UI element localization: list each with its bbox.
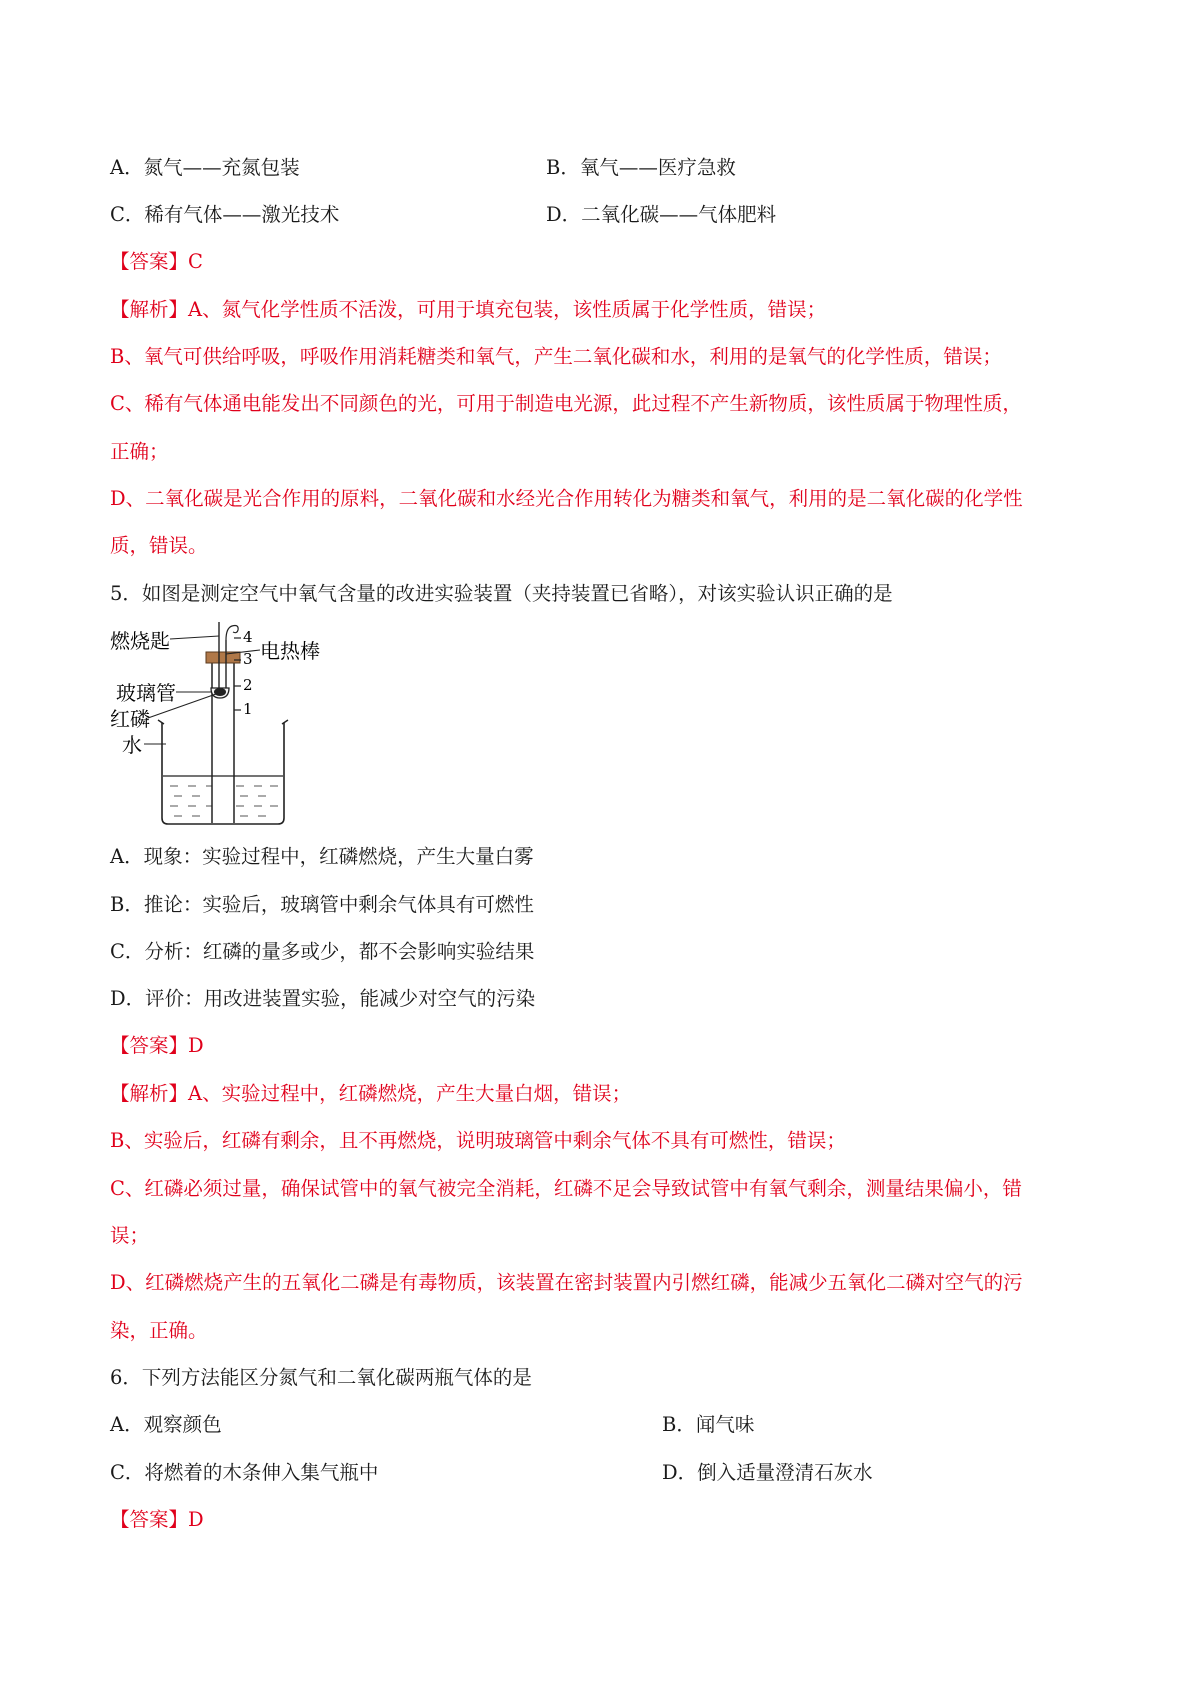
q5-analysis-line-1 [110, 1080, 1100, 1108]
q5-analysis-line-2: B、实验后，红磷有剩余，且不再燃烧，说明玻璃管中剩余气体不具有可燃性，错误； [110, 1129, 846, 1152]
scale-mark-4: 4 [243, 628, 253, 646]
q6-options-row-1 [110, 1411, 1100, 1439]
rubber-stopper [206, 652, 240, 663]
q4-analysis-line-2: B、氧气可供给呼吸，呼吸作用消耗糖类和氧气，产生二氧化碳和水，利用的是氧气的化学性质，错误； [110, 345, 1002, 368]
q5-analysis-line-3: C、红磷必须过量，确保试管中的氧气被完全消耗，红磷不足会导致试管中有氧气剩余，测量结果偏小，错 [110, 1177, 1022, 1200]
q6-options-row-2 [110, 1459, 1100, 1487]
scale-marks [234, 638, 241, 710]
answer-label: 【答案】 [110, 1034, 189, 1057]
q5-option-a: A．现象：实验过程中，红磷燃烧，产生大量白雾 [110, 845, 534, 868]
answer-label: 【答案】 [110, 250, 189, 273]
q5-analysis-line-5: D、红磷燃烧产生的五氧化二磷是有毒物质，该装置在密封装置内引燃红磷，能减少五氧化二磷对空气的污 [110, 1271, 1023, 1294]
label-phosphorus: 红磷 [110, 707, 150, 731]
q4-options-row-1 [110, 154, 1100, 182]
q5-analysis-line-4: 误； [110, 1224, 150, 1247]
q4-option-b: B．氧气——医疗急救 [546, 156, 736, 179]
label-heating-rod: 电热棒 [260, 639, 320, 663]
answer-value: D [188, 1034, 204, 1057]
scale-mark-1: 1 [243, 700, 253, 718]
scale-mark-2: 2 [243, 676, 253, 694]
q5-option-b: B．推论：实验后，玻璃管中剩余气体具有可燃性 [110, 893, 534, 916]
q4-option-a: A．氮气——充氮包装 [110, 156, 300, 179]
analysis-label: 【解析】 [110, 298, 189, 321]
q4-analysis-line-5: D、二氧化碳是光合作用的原料，二氧化碳和水经光合作用转化为糖类和氧气，利用的是二氧化碳的化学性 [110, 487, 1023, 510]
q4-analysis-line-3: C、稀有气体通电能发出不同颜色的光，可用于制造电光源，此过程不产生新物质，该性质属于物理性质， [110, 392, 1022, 415]
q5-answer [110, 1032, 1100, 1060]
q4-analysis-line-6: 质，错误。 [110, 534, 208, 557]
q4-options-row-2 [110, 201, 1100, 229]
label-water: 水 [122, 733, 142, 757]
answer-value: D [188, 1508, 204, 1531]
answer-label: 【答案】 [110, 1508, 189, 1531]
q6-answer [110, 1506, 1100, 1534]
q5-analysis-line-6: 染，正确。 [110, 1319, 208, 1342]
q4-analysis-line-4: 正确； [110, 440, 169, 463]
water-ripples [170, 786, 278, 816]
q6-stem: 6．下列方法能区分氮气和二氧化碳两瓶气体的是 [110, 1366, 532, 1389]
q6-option-a: A．观察颜色 [110, 1413, 222, 1436]
glass-tube [212, 660, 234, 823]
q5-option-c: C．分析：红磷的量多或少，都不会影响实验结果 [110, 940, 535, 963]
q6-option-c: C．将燃着的木条伸入集气瓶中 [110, 1461, 379, 1484]
q5-option-d: D．评价：用改进装置实验，能减少对空气的污染 [110, 987, 536, 1010]
label-spoon: 燃烧匙 [110, 629, 170, 653]
analysis-text: A、氮气化学性质不活泼，可用于填充包装，该性质属于化学性质，错误； [188, 298, 827, 321]
q6-option-b: B．闻气味 [662, 1413, 755, 1436]
analysis-label: 【解析】 [110, 1082, 189, 1105]
q4-option-c: C．稀有气体——激光技术 [110, 203, 340, 226]
label-glass-tube: 玻璃管 [116, 681, 176, 705]
q5-stem: 5．如图是测定空气中氧气含量的改进实验装置（夹持装置已省略），对该实验认识正确的是 [110, 582, 893, 605]
red-phosphorus [214, 688, 226, 696]
beaker [162, 723, 284, 824]
answer-value: C [188, 250, 203, 273]
q6-option-d: D．倒入适量澄清石灰水 [662, 1461, 873, 1484]
q4-option-d: D．二氧化碳——气体肥料 [546, 203, 777, 226]
q4-analysis-line-1 [110, 296, 1100, 324]
experiment-apparatus-figure [108, 618, 368, 833]
q4-answer [110, 248, 1100, 276]
scale-mark-3: 3 [243, 650, 253, 668]
analysis-text: A、实验过程中，红磷燃烧，产生大量白烟，错误； [188, 1082, 632, 1105]
